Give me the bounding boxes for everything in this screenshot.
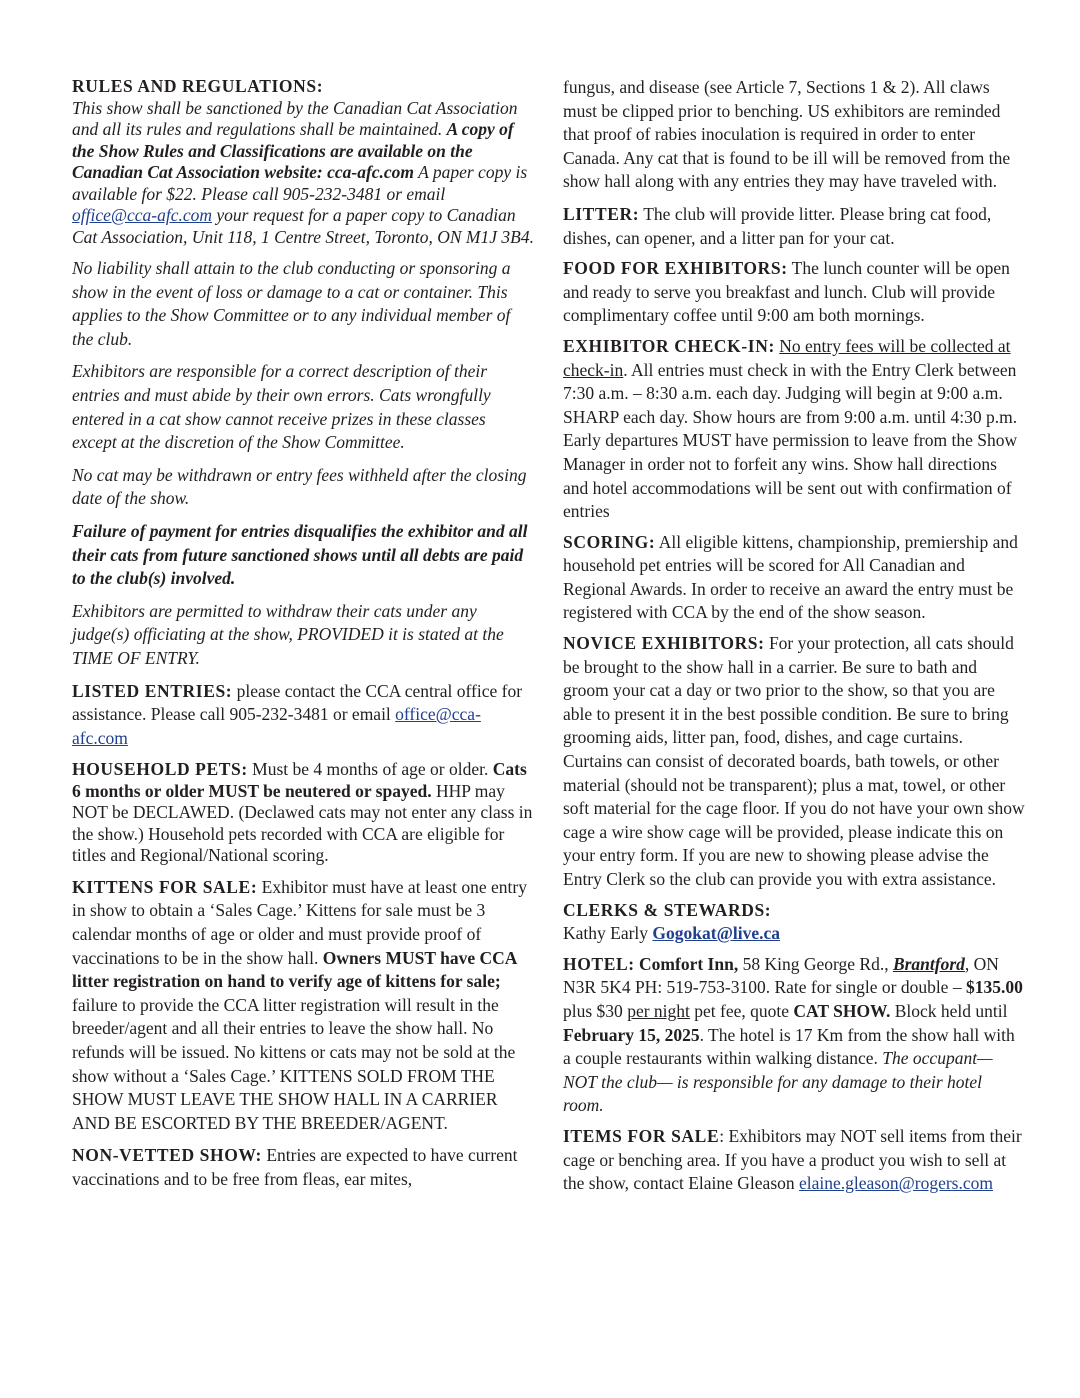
household-pets-bold: Cats 6 months or older MUST be neutered or spayed. [72, 759, 527, 801]
hotel-name: Comfort Inn, [634, 953, 739, 974]
withdraw-permitted-paragraph: Exhibitors are permitted to withdraw their cats under any judge(s) officiating at the show, PROVIDED it is stated at the TIME OF ENTRY. [72, 600, 504, 668]
non-vetted-heading: NON-VETTED SHOW: [72, 1145, 262, 1166]
checkin-heading: EXHIBITOR CHECK-IN: [563, 335, 775, 356]
litter-section [563, 203, 1025, 250]
right-column [563, 76, 1025, 1203]
scoring-heading: SCORING: [563, 531, 656, 552]
litter-text: The club will provide litter. Please bring cat food, dishes, can opener, and a litter pan for your cat. [563, 203, 992, 248]
clerks-name: Kathy Early [563, 923, 649, 944]
checkin-text: . All entries must check in with the Entry Clerk between 7:30 a.m. – 8:30 a.m. each day. Judging will begin at 9:00 a.m. SHARP each day. Show hours are from 9:00 a.m. until 4:30 p.m. Early departures MUST have permission to leave from the Show Manager in order not to forfeit any wins. Show hall directions and hotel accommodations will be sent out with confirmation of entries [563, 359, 1018, 522]
food-text: The lunch counter will be open and ready to serve you breakfast and lunch. Club will provide complimentary coffee until 9:00 am both mornings. [563, 258, 1010, 326]
items-for-sale-heading: ITEMS FOR SALE [563, 1125, 720, 1146]
household-pets-text-2: HHP may NOT be DECLAWED. (Declawed cats may not enter any class in the show.) Household pets recorded with CCA are eligible for titles and Regional/National scoring. [72, 780, 533, 866]
hotel-per-night: per night [627, 1000, 690, 1021]
household-pets-section [72, 759, 534, 867]
hotel-text-2: , ON N3R 5K4 PH: 519-753-3100. Rate for single or double – [563, 953, 999, 998]
left-column [72, 76, 534, 1201]
items-for-sale-email-link[interactable]: elaine.gleason@rogers.com [799, 1173, 993, 1194]
liability-paragraph: No liability shall attain to the club conducting or sponsoring a show in the event of loss or damage to a cat or container. This applies to the Show Committee or to any individual member of the club. [72, 258, 511, 349]
kittens-for-sale-text-2: failure to provide the CCA litter registration will result in the breeder/agent and all their entries to leave the show hall. No refunds will be issued. No kittens or cats may not be sold at the show without a ‘Sales Cage.’ KITTENS SOLD FROM THE SHOW MUST LEAVE THE SHOW HALL IN A CARRIER AND BE ESCORTED BY THE BREEDER/AGENT. [72, 994, 516, 1133]
checkin-underlined: No entry fees will be collected at check-in [563, 335, 1011, 380]
items-for-sale-section [563, 1125, 1025, 1196]
no-withdraw-paragraph: No cat may be withdrawn or entry fees withheld after the closing date of the show. [72, 464, 527, 509]
hotel-city: Brantford [892, 953, 965, 974]
listed-entries-heading: LISTED ENTRIES: [72, 680, 233, 701]
hotel-italic-note: The occupant—NOT the club— is responsible for any damage to their hotel room. [563, 1048, 993, 1116]
listed-entries-section [72, 680, 534, 751]
rules-text-bold: A copy of the Show Rules and Classifications are available on the Canadian Cat Association website: cca-afc.com [72, 119, 514, 182]
kittens-for-sale-text-1: Exhibitor must have at least one entry in show to obtain a ‘Sales Cage.’ Kittens for sale must be 3 calendar months of age or older and must provide proof of vaccinations to be in the show hall. [72, 876, 527, 968]
non-vetted-section [72, 1144, 534, 1191]
listed-entries-text: please contact the CCA central office for assistance. Please call 905-232-3481 or email [72, 680, 523, 725]
clerks-heading: CLERKS & STEWARDS: [563, 899, 772, 920]
rules-text-3: your request for a paper copy to Canadian Cat Association, Unit 118, 1 Centre Street, Toronto, ON M1J 3B4. [72, 205, 534, 247]
listed-entries-email-link[interactable]: office@cca-afc.com [72, 704, 481, 748]
hotel-section [563, 953, 1025, 1118]
rules-text-2: A paper copy is available for $22. Please call 905-232-3481 or email [72, 162, 528, 204]
hotel-text-6: . The hotel is 17 Km from the show hall with a couple restaurants within walking distance. [563, 1024, 1015, 1069]
food-heading: FOOD FOR EXHIBITORS: [563, 258, 788, 279]
hotel-text-3: plus $30 [563, 1000, 628, 1021]
novice-text: For your protection, all cats should be brought to the show hall in a carrier. Be sure to bath and groom your cat a day or two prior to the show, so that you are able to present it in the best possible condition. Be sure to bring grooming aids, litter pan, food, dishes, and cage curtains. Curtains can consist of decorated boards, bath towels, or other material (should not be transparent); plus a mat, towel, or other soft material for the cage floor. If you do not have your own show cage a wire show cage will be provided, please indicate this on your entry form. If you are new to showing please advise the Entry Clerk so the club can provide you with extra assistance. [563, 633, 1025, 889]
failure-payment-paragraph: Failure of payment for entries disqualifies the exhibitor and all their cats from future sanctioned shows until all debts are paid to the club(s) involved. [72, 520, 528, 589]
exhibitors-responsible-paragraph: Exhibitors are responsible for a correct description of their entries and must abide by their own errors. Cats wrongfully entered in a cat show cannot receive prizes in these classes except at the discretion of the Show Committee. [72, 361, 491, 453]
hotel-quote: CAT SHOW. [793, 1000, 891, 1021]
clerks-email-link[interactable]: Gogokat@live.ca [652, 923, 781, 944]
rules-heading: RULES AND REGULATIONS: [72, 76, 324, 96]
scoring-section [563, 531, 1025, 625]
clerks-section [563, 899, 1025, 946]
food-section [563, 257, 1025, 328]
checkin-section [563, 335, 1025, 524]
kittens-for-sale-heading: KITTENS FOR SALE: [72, 876, 258, 897]
hotel-date: February 15, 2025 [563, 1024, 700, 1045]
non-vetted-continued: fungus, and disease (see Article 7, Sections 1 & 2). All claws must be clipped prior to benching. US exhibitors are reminded that proof of rabies inoculation is required in order to enter Canada. Any cat that is found to be ill will be removed from the show hall along with any entries they may have traveled with. [563, 77, 1011, 192]
hotel-price: $135.00 [965, 977, 1023, 998]
novice-section [563, 632, 1025, 892]
non-vetted-text: Entries are expected to have current vaccinations and to be free from fleas, ear mites, [72, 1145, 518, 1189]
hotel-text-4: pet fee, quote [689, 1000, 794, 1021]
household-pets-text-1: Must be 4 months of age or older. [247, 759, 493, 780]
hotel-heading: HOTEL: [563, 953, 635, 974]
scoring-text: All eligible kittens, championship, premiership and household pet entries will be scored for All Canadian and Regional Awards. In order to receive an award the entry must be registered with CCA by the end of the show season. [563, 531, 1018, 623]
litter-heading: LITTER: [563, 203, 640, 224]
kittens-for-sale-section [72, 876, 534, 1136]
rules-text-1: This show shall be sanctioned by the Canadian Cat Association and all its rules and regulations shall be maintained. [72, 97, 518, 139]
items-for-sale-text: : Exhibitors may NOT sell items from their cage or benching area. If you have a product you wish to sell at the show, contact Elaine Gleason [563, 1125, 1022, 1194]
rules-email-link[interactable]: office@cca-afc.com [72, 205, 212, 225]
household-pets-heading: HOUSEHOLD PETS: [72, 759, 248, 780]
kittens-for-sale-bold: Owners MUST have CCA litter registration on hand to verify age of kittens for sale; [72, 947, 517, 992]
rules-section [72, 76, 534, 248]
hotel-text-5: Block held until [890, 1000, 1008, 1021]
novice-heading: NOVICE EXHIBITORS: [563, 633, 765, 654]
hotel-text-1: 58 King George Rd., [738, 953, 893, 974]
